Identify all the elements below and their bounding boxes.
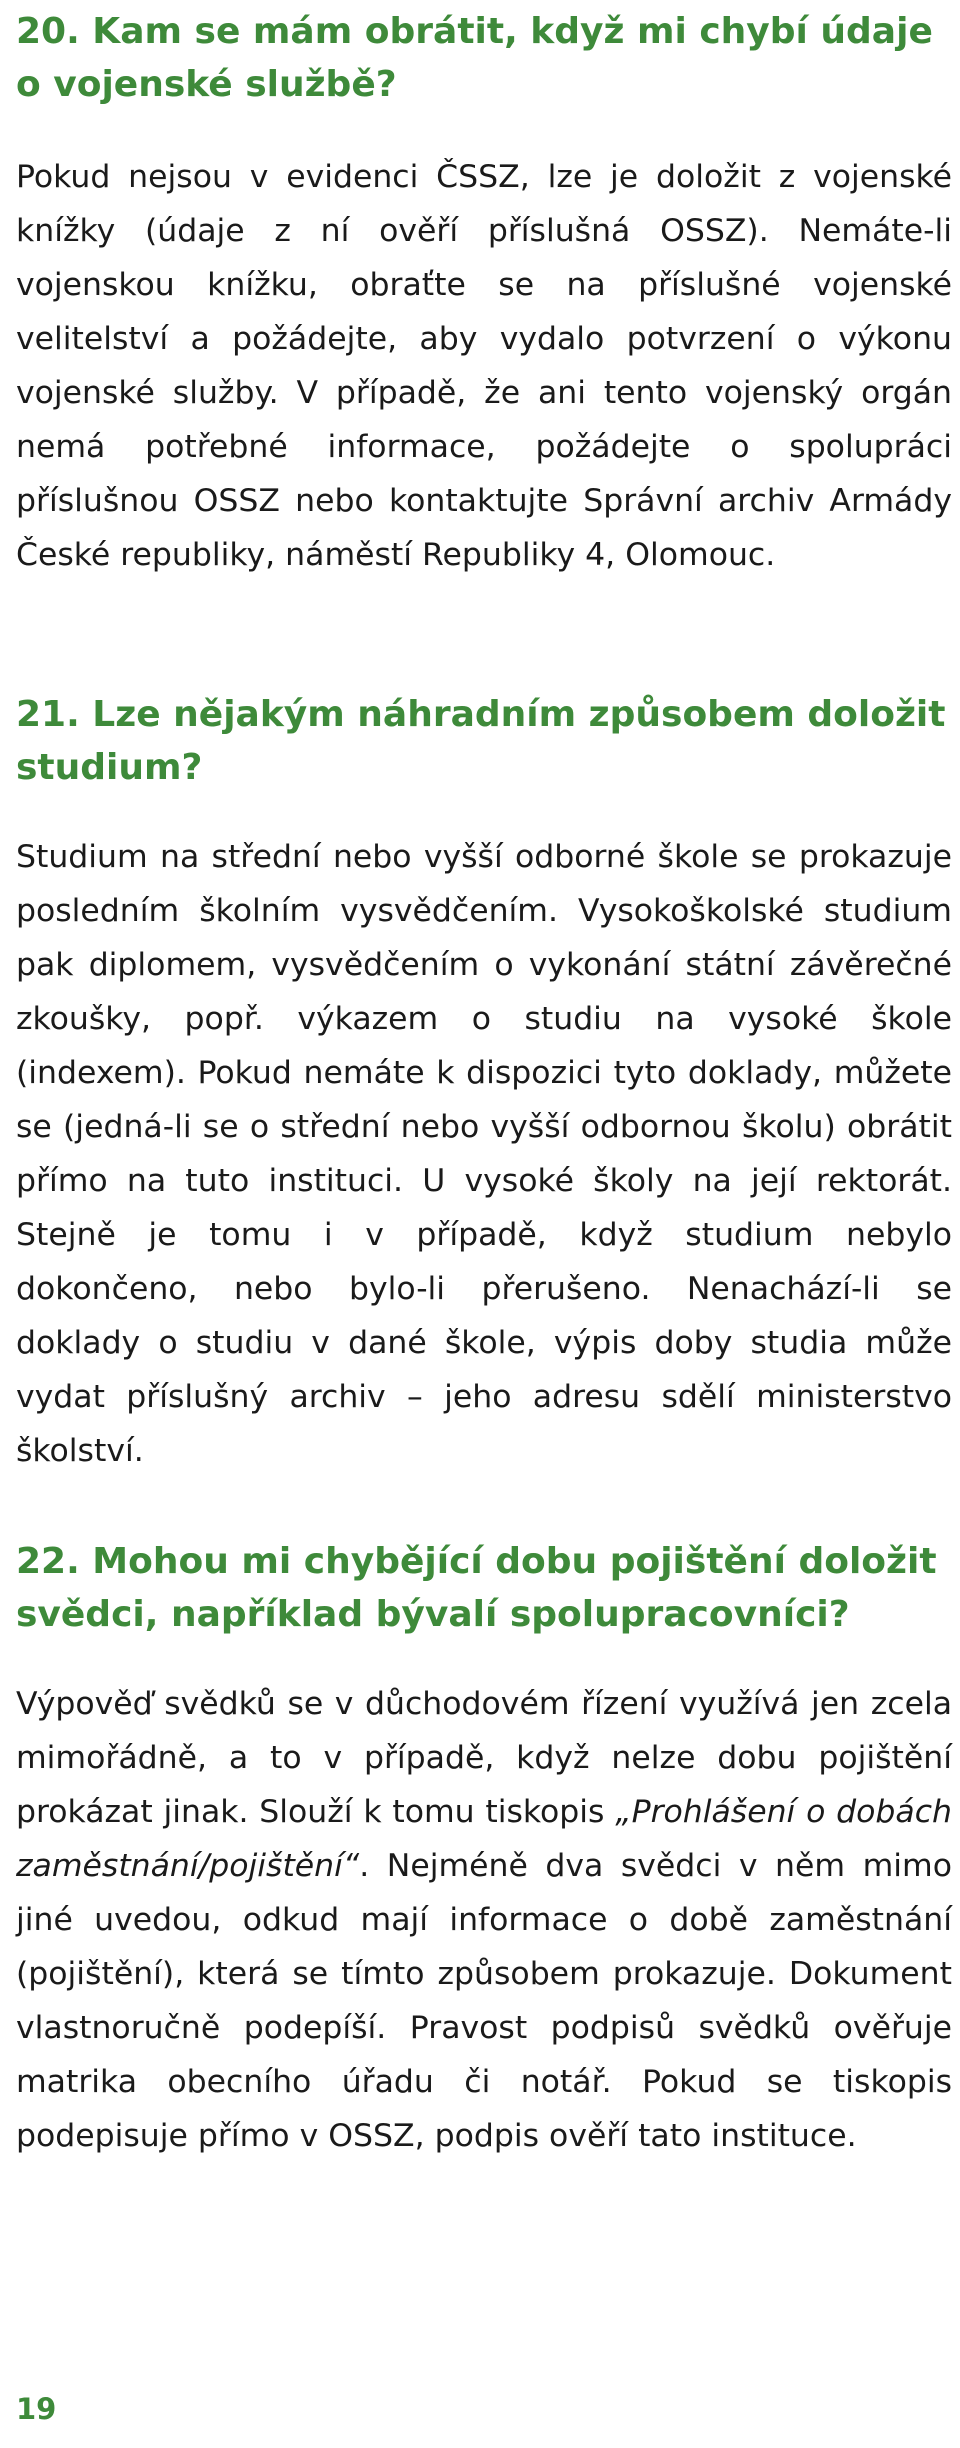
section-21-body: Studium na střední nebo vyšší odborné škole se prokazuje posledním školním vysvědčením. Vysokoškolské studium pak diplomem, vysvědčením o vykonání státní závěrečné zkoušky, popř. výkazem o studiu na vysoké škole (indexem). Pokud nemáte k dispozici tyto doklady, můžete se (jedná-li se o střední nebo vyšší odbornou školu) obrátit přímo na tuto instituci. U vysoké školy na její rektorát. Stejně je tomu i v případě, když studium nebylo dokončeno, nebo bylo-li přerušeno. Nenachází-li se doklady o studiu v dané škole, výpis doby studia může vydat příslušný archiv – jeho adresu sdělí ministerstvo školství. — [16, 839, 952, 1469]
page-number: 19 — [16, 2392, 57, 2426]
form-name-italic: „Prohlášení o dobách zaměstnání/pojištění“ — [16, 1794, 952, 1884]
section-22-body-part-1: Výpověď svědků se v důchodovém řízení využívá jen zcela mimořádně, a to v případě, když nelze dobu pojištění prokázat jinak. Slouží k tomu tiskopis — [16, 1686, 952, 1830]
section-20-body: Pokud nejsou v evidenci ČSSZ, lze je doložit z vojenské knížky (údaje z ní ověří příslušná OSSZ). Nemáte-li vojenskou knížku, obraťte se na příslušné vojenské velitelství a požádejte, aby vydalo potvrzení o výkonu vojenské služby. V případě, že ani tento vojenský orgán nemá potřebné informace, požádejte o spolupráci příslušnou OSSZ nebo kontaktujte Správní archiv Armády České republiky, náměstí Republiky 4, Olomouc. — [16, 159, 952, 573]
document-page — [16, 0, 960, 2448]
section-22-body-part-2: . Nejméně dva svědci v něm mimo jiné uvedou, odkud mají informace o době zaměstnání (pojištění), která se tímto způsobem prokazuje. Dokument vlastnoručně podepíší. Pravost podpisů svědků ověřuje matrika obecního úřadu či notář. Pokud se tiskopis podepisuje přímo v OSSZ, podpis ověří tato instituce. — [16, 1848, 952, 2154]
section-22-body — [16, 1677, 952, 2163]
section-20-heading: 20. Kam se mám obrátit, když mi chybí údaje o vojenské službě? — [16, 11, 933, 105]
section-21-heading: 21. Lze nějakým náhradním způsobem doložit studium? — [16, 694, 946, 788]
section-22-heading: 22. Mohou mi chybějící dobu pojištění doložit svědci, například bývalí spolupracovníci? — [16, 1541, 937, 1635]
